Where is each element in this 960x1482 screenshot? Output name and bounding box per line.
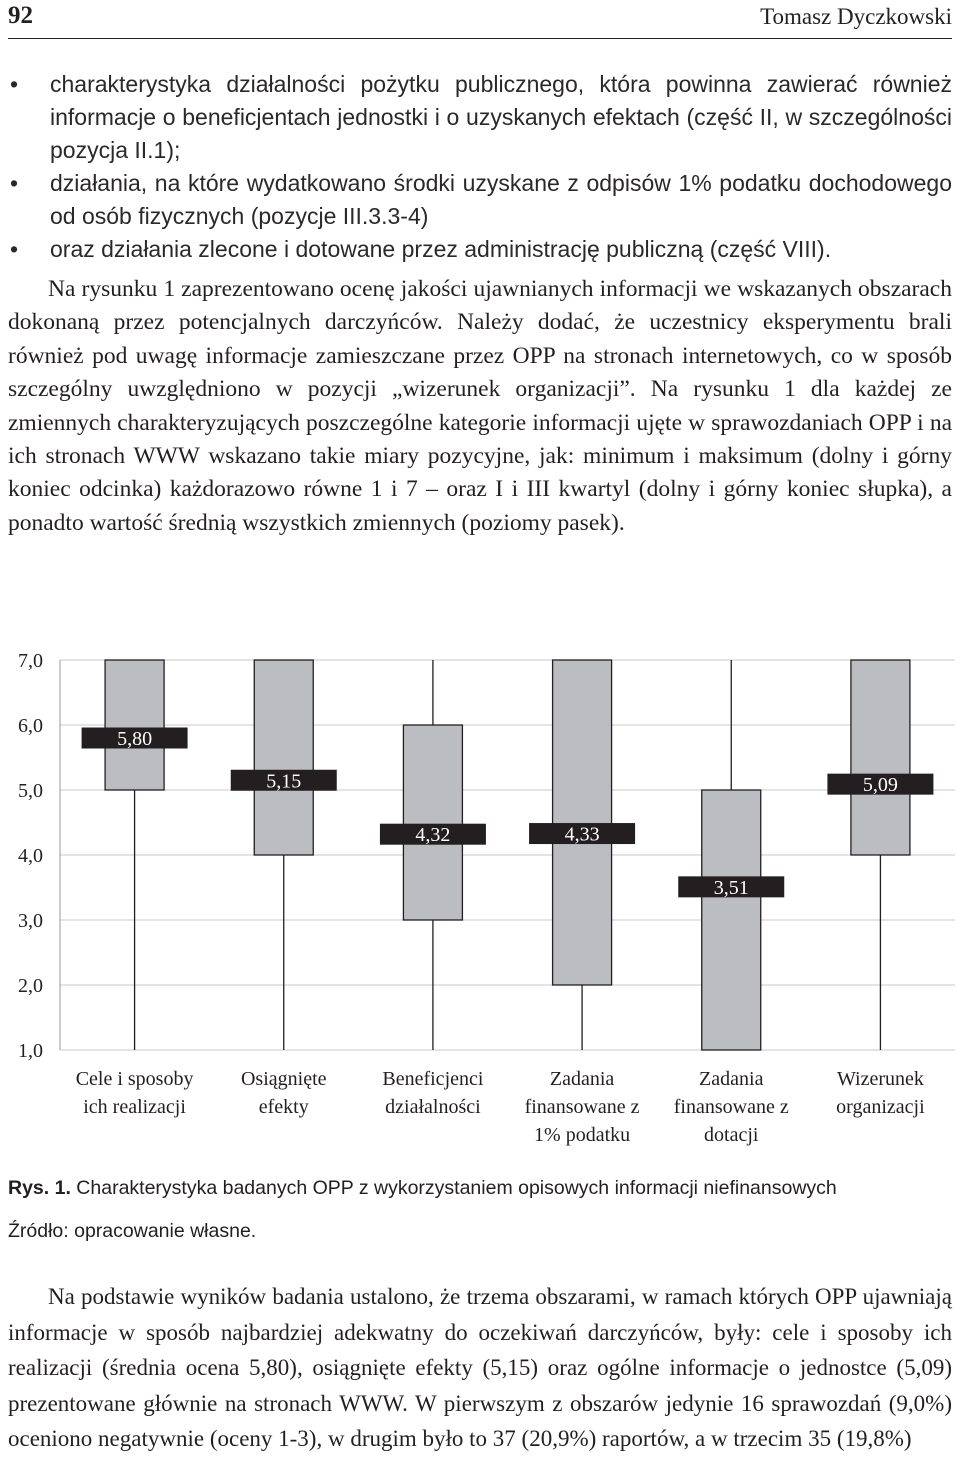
x-category-label: dotacji — [704, 1124, 759, 1146]
intro-paragraph: Na rysunku 1 zaprezentowano ocenę jakości ujawnianych informacji we wskazanych obszarach dokonaną przez potencjalnych darczyńców. Należy dodać, że uczestnicy eksperymentu brali również pod uwagę informacje zamieszczane przez OPP na stronach internetowych, co w sposób szczególny uwzględniono w pozycji „wizerunek organizacji”. Na rysunku 1 dla każdej ze zmiennych charakteryzujących poszczególne kategorie informacji ujęte w sprawozdaniach OPP i na ich stronach WWW wskazano takie miary pozycyjne, jak: minimum i maksimum (dolny i górny koniec odcinka) każdorazowo równe 1 i 7 – oraz I i III kwartyl (dolny i górny koniec słupka), a ponadto wartość średnią wszystkich zmiennych (poziomy pasek). — [8, 276, 952, 536]
quartile-box — [403, 725, 462, 920]
y-tick-label: 6,0 — [18, 715, 43, 737]
quartile-box — [851, 660, 910, 855]
y-tick-label: 3,0 — [18, 910, 43, 932]
bullet-icon: • — [10, 71, 19, 97]
bullet-icon: • — [10, 170, 19, 196]
quartile-box — [553, 660, 612, 985]
figure-source: Źródło: opracowanie własne. — [8, 1220, 257, 1242]
page-number: 92 — [8, 2, 33, 29]
x-category-label: 1% podatku — [534, 1124, 631, 1146]
bullet-item: • oraz działania zlecone i dotowane przez administrację publiczną (część VIII). — [8, 233, 952, 266]
x-category-label: ich realizacji — [83, 1096, 186, 1118]
x-category-label: Wizerunek — [836, 1068, 924, 1090]
y-tick-label: 7,0 — [18, 650, 43, 672]
x-category-label: działalności — [385, 1096, 481, 1118]
figure-caption — [8, 1177, 837, 1200]
mean-label: 5,09 — [862, 774, 898, 797]
caption-label: Rys. 1. — [8, 1177, 71, 1199]
bottom-paragraph: Na podstawie wyników badania ustalono, że trzema obszarami, w ramach których OPP ujawniają informacje w sposób najbardziej adekwatny do oczekiwań darczyńców, były: cele i sposoby ich realizacji (średnia ocena 5,80), osiągnięte efekty (5,15) oraz ogólne informacje o jednostce (5,09) prezentowane głównie na stronach WWW. W pierwszym z obszarów jedynie 16 sprawozdań (9,0%) oceniono negatywnie (oceny 1-3), w drugim było to 37 (20,9%) raportów, a w trzecim 35 (19,8%) — [8, 1284, 952, 1451]
y-tick-label: 1,0 — [18, 1040, 43, 1062]
quartile-box — [105, 660, 164, 790]
quartile-box — [702, 790, 761, 1050]
y-tick-label: 2,0 — [18, 975, 43, 997]
y-tick-label: 4,0 — [18, 845, 43, 867]
running-head-author: Tomasz Dyczkowski — [760, 4, 952, 29]
bullet-list — [8, 68, 952, 266]
x-category-label: Zadania — [699, 1068, 764, 1090]
mean-label: 5,15 — [266, 770, 302, 793]
x-category-label: Cele i sposoby — [75, 1068, 194, 1090]
mean-label: 5,80 — [117, 728, 153, 750]
bullet-icon: • — [10, 236, 19, 262]
box-chart — [0, 640, 960, 1160]
page-header — [8, 2, 952, 36]
x-category-label: Osiągnięte — [240, 1068, 327, 1090]
x-category-label: efekty — [258, 1096, 309, 1118]
quartile-box — [254, 660, 313, 855]
header-rule — [8, 38, 952, 39]
x-category-label: finansowane z — [524, 1096, 640, 1118]
chart-svg — [0, 640, 960, 1160]
bullet-item: • działania, na które wydatkowano środki uzyskane z odpisów 1% podatku dochodowego od osób fizycznych (pozycje III.3.3-4) — [8, 167, 952, 233]
y-tick-label: 5,0 — [18, 780, 43, 802]
mean-label: 3,51 — [713, 876, 749, 899]
mean-label: 4,32 — [415, 824, 451, 847]
x-category-label: Beneficjenci — [382, 1068, 484, 1090]
x-category-label: Zadania — [549, 1068, 615, 1090]
x-category-label: organizacji — [836, 1096, 925, 1118]
mean-label: 4,33 — [564, 823, 600, 846]
bullet-item: • charakterystyka działalności pożytku publicznego, która powinna zawierać również informacje o beneficjentach jednostki i o uzyskanych efektach (część II, w szczególności pozycja II.1); — [8, 68, 952, 167]
caption-text: Charakterystyka badanych OPP z wykorzystaniem opisowych informacji niefinansowych — [76, 1177, 837, 1199]
x-category-label: finansowane z — [673, 1096, 789, 1118]
